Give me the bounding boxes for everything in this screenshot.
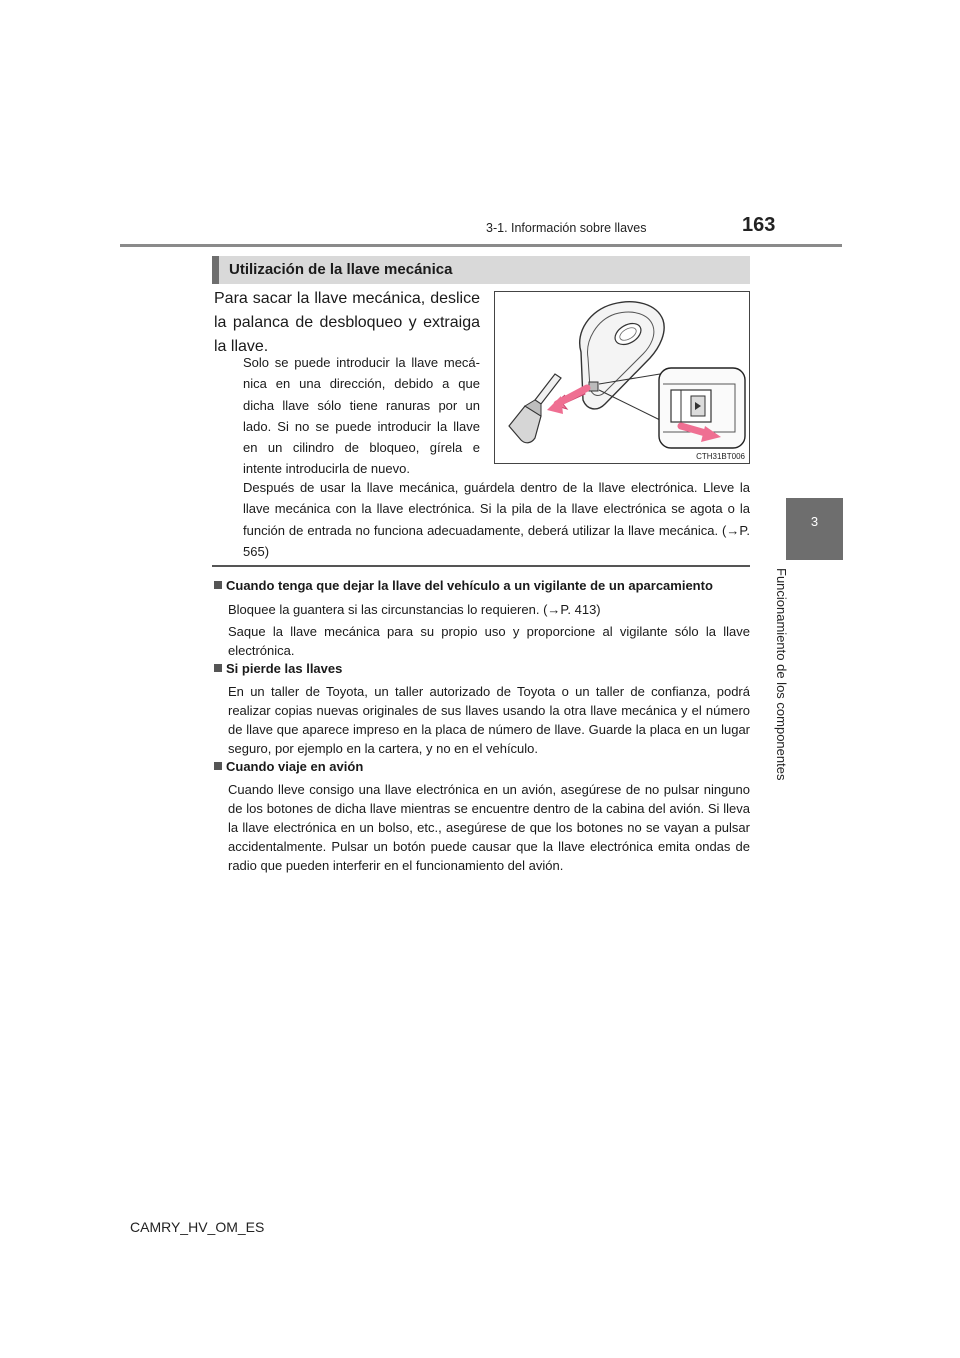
chapter-tab-label: Funcionamiento de los componentes bbox=[774, 568, 789, 781]
running-header-section: 3-1. Información sobre llaves bbox=[486, 221, 647, 235]
smart-key-drawing bbox=[495, 292, 748, 462]
key-illustration bbox=[494, 291, 750, 464]
figure-code: CTH31BT006 bbox=[696, 452, 745, 461]
item-title-airplane bbox=[214, 759, 363, 774]
item-title-lost-keys bbox=[214, 661, 342, 676]
item-paragraph: Bloquee la guantera si las circunstancias lo requieren. (→P. 413) bbox=[228, 602, 601, 617]
item-title-text: Si pierde las llaves bbox=[226, 661, 343, 676]
item-paragraph: Saque la llave mecánica para su propio uso y proporcione al vigilante sólo la llave electrónica. bbox=[228, 624, 750, 658]
note-paragraph-1: Solo se puede introducir la llave mecánica en una dirección, debido a que dicha llave sólo tiene ranuras por un lado. Si no se puede introducir la llave en un cilindro de bloqueo, gírela e intente introducirla de nuevo. bbox=[243, 355, 480, 477]
item-title-text: Cuando tenga que dejar la llave del vehículo a un vigilante de un aparcamiento bbox=[226, 578, 713, 593]
document-id: CAMRY_HV_OM_ES bbox=[130, 1219, 265, 1235]
square-bullet-icon bbox=[214, 664, 222, 672]
page-number: 163 bbox=[742, 214, 776, 236]
section-divider bbox=[212, 565, 750, 567]
chapter-tab-number: 3 bbox=[810, 514, 819, 529]
section-title: Utilización de la llave mecánica bbox=[212, 256, 750, 284]
square-bullet-icon bbox=[214, 762, 222, 770]
chapter-tab-rule bbox=[786, 558, 843, 560]
lead-paragraph: Para sacar la llave mecánica, deslice la palanca de desbloqueo y extraiga la llave. bbox=[214, 290, 480, 355]
header-rule bbox=[120, 244, 842, 247]
item-paragraph: Cuando lleve consigo una llave electrónica en un avión, asegúrese de no pulsar ninguno de los botones de dicha llave mientras se encuentre dentro de la cabina del avión. Si lleva la llave electrónica en un bolso, etc., asegúrese de que los botones no se vayan a pulsar accidentalmente. Pulsar un botón puede causar que la llave electrónica emita ondas de radio que pueden interferir en el funcionamiento del avión. bbox=[228, 782, 750, 873]
note-paragraph-2: Después de usar la llave mecánica, guárdela dentro de la llave electrónica. Lleve la llave mecánica con la llave electrónica. Si la pila de la llave electrónica se agota o la función de entrada no funciona adecuadamente, deberá utilizar la llave mecánica. (→P. 565) bbox=[243, 480, 750, 559]
item-title-valet bbox=[214, 578, 713, 593]
item-title-text: Cuando viaje en avión bbox=[226, 759, 364, 774]
square-bullet-icon bbox=[214, 581, 222, 589]
item-paragraph: En un taller de Toyota, un taller autorizado de Toyota o un taller de confianza, podrá realizar copias nuevas originales de sus llaves usando la otra llave mecánica y el número de llave que aparece impreso en la placa de número de llave. Guarde la placa en un lugar seguro, por ejemplo en la cartera, y no en el vehículo. bbox=[228, 684, 750, 756]
